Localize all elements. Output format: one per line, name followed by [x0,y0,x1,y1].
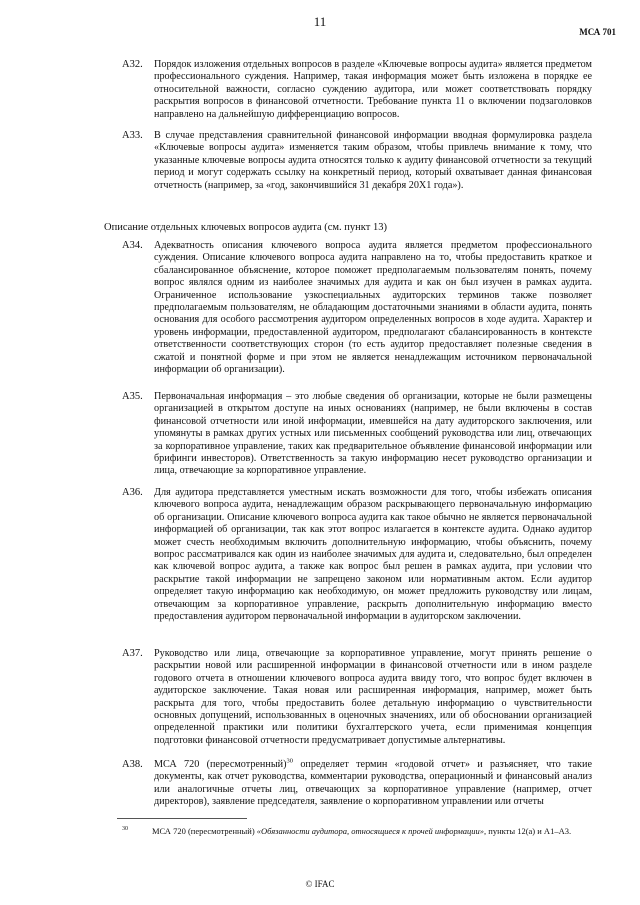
paragraph-label: A37. [122,648,143,659]
paragraph-text: Руководство или лица, отвечающие за корпоративное управление, могут принять решение о раскрытии новой или расширенной информации в финансовой отчетности или в ином разделе годового отчета в отношении ключевого вопроса аудита ввиду того, что вопрос будет включен в аудиторское заключение. Такая новая или расширенная информация, например, может быть раскрыта для того, чтобы предоставить более детальную информацию о чувствительности основных допущений, использованных в оценочных значениях, или об обосновании организацией определенной практики или политики бухгалтерского учета, если применимая концепция подготовки финансовой отчетности предусматривает допустимые альтернативы. [154,648,592,746]
paragraph-a38 [122,759,592,811]
paragraph-text: Порядок изложения отдельных вопросов в разделе «Ключевые вопросы аудита» является предметом профессионального суждения. Например, такая информация может быть изложена в порядке ее относительной важности, согласно суждению аудитора, или может соответствовать порядку раскрытия вопросов в финансовой отчетности. Требование пункта 11 о включении подзаголовков направлено на дальнейшую дифференциацию вопросов. [154,59,592,120]
footnote-divider [117,818,247,819]
paragraph-a34 [122,240,592,380]
paragraph-text [154,759,592,809]
footnote-ref[interactable]: 30 [286,757,294,765]
paragraph-label: A33. [122,130,143,141]
paragraph-a32 [122,59,592,119]
paragraph-a33 [122,130,592,205]
paragraph-text: Для аудитора представляется уместным искать возможности для того, чтобы избежать описания ключевого вопроса аудита, ненадлежащим образом раскрывающего первоначальную информацию об организации. Описание ключевого вопроса аудита как такое обычно не является первоначальной информацией об организации, так как этот вопрос излагается в контексте аудита. Однако аудитор может счесть необходимым включить дополнительную информацию, чтобы объяснить, почему вопрос рассматривался как один из наиболее значимых для аудита и, следовательно, был определен как ключевой вопрос аудита, а также как вопрос был решен в рамках аудита, при условии что раскрытие такой информации не запрещено законом или нормативным актом. Если аудитор определяет такую информацию как необходимую, он может предложить руководству или лицам, отвечающим за корпоративное управление, раскрыть дополнительную информацию вместо предоставления аудитором первоначальной информации в аудиторском заключении. [154,487,592,623]
paragraph-a36 [122,487,592,637]
footnote-text [152,826,571,837]
paragraph-label: A34. [122,240,143,251]
paragraph-text: Адекватность описания ключевого вопроса аудита является предметом профессионального суждения. Описание ключевого вопроса аудита направлено на то, чтобы предоставить краткое и сбалансированное объяснение, которое поможет предполагаемым пользователям понять, почему вопрос являлся одним из наиболее значимых для аудита и как он был изучен в рамках аудита. Ограниченное использование узкоспециальных аудиторских терминов также позволяет предполагаемым пользователям, не обладающим достаточными знаниями в области аудита, понять основания для особого рассмотрения аудитором определенных вопросов в ходе аудита. Характер и уровень информации, предоставленной аудитором, предполагают сбалансированность в контексте ответственности соответствующих сторон (то есть аудитор предоставляет полезные сведения в сжатой и понятной форме и при этом не является ненадлежащим источником первоначальной информации об организации). [154,240,592,376]
page-number: 11 [313,14,327,29]
paragraph-a37 [122,648,592,752]
paragraph-text: В случае представления сравнительной финансовой информации вводная формулировка раздела «Ключевые вопросы аудита» изменяется таким образом, чтобы привлечь внимание к тому, что указанные ключевые вопросы аудита относятся только к аудиту финансовой отчетности за текущий период и могут содержать ссылку на конкретный период, который охватывает данная финансовая отчетность (например, за «год, закончившийся 31 декабря 20Х1 года»). [154,130,592,191]
footnote-title: «Обязанности аудитора, относящиеся к прочей информации» [256,826,485,836]
paragraph-label: A35. [122,391,143,402]
paragraph-a35 [122,391,592,476]
standard-code: МСА 701 [579,27,616,37]
paragraph-text: Первоначальная информация – это любые сведения об организации, которые не были размещены организацией в открытом доступе на иных основаниях (например, не были включены в состав финансовой отчетности или иной информации, имевшейся на дату аудиторского заключения, или упомянуты в рамках других устных или письменных сообщений руководства или лиц, отвечающих за корпоративное управление, таких как предварительное объявление финансовой информации или брифинги инвесторов). Ответственность за такую информацию несет руководство организации и лица, отвечающие за корпоративное управление. [154,391,592,477]
paragraph-label: A32. [122,59,143,70]
paragraph-label: A38. [122,759,143,770]
copyright-footer: © IFAC [305,879,335,889]
footnote-plain: МСА 720 (пересмотренный) [152,826,257,836]
section-heading: Описание отдельных ключевых вопросов аудита (см. пункт 13) [104,222,387,233]
text-after-ref: определяет термин «годовой отчет» и разъясняет, что такие документы, как отчет руководства, комментарии руководства, операционный и финансовый анализ или аналогичные отчеты лиц, отвечающих за корпоративное управление (например, отчет директоров), заявление председателя, заявление о корпоративном управлении или отчеты [154,759,592,808]
paragraph-label: A36. [122,487,143,498]
footnote-number: 30 [122,826,128,832]
footnote-end: , пункты 12(a) и A1–A3. [484,826,572,836]
text-before-ref: МСА 720 (пересмотренный) [154,759,287,770]
